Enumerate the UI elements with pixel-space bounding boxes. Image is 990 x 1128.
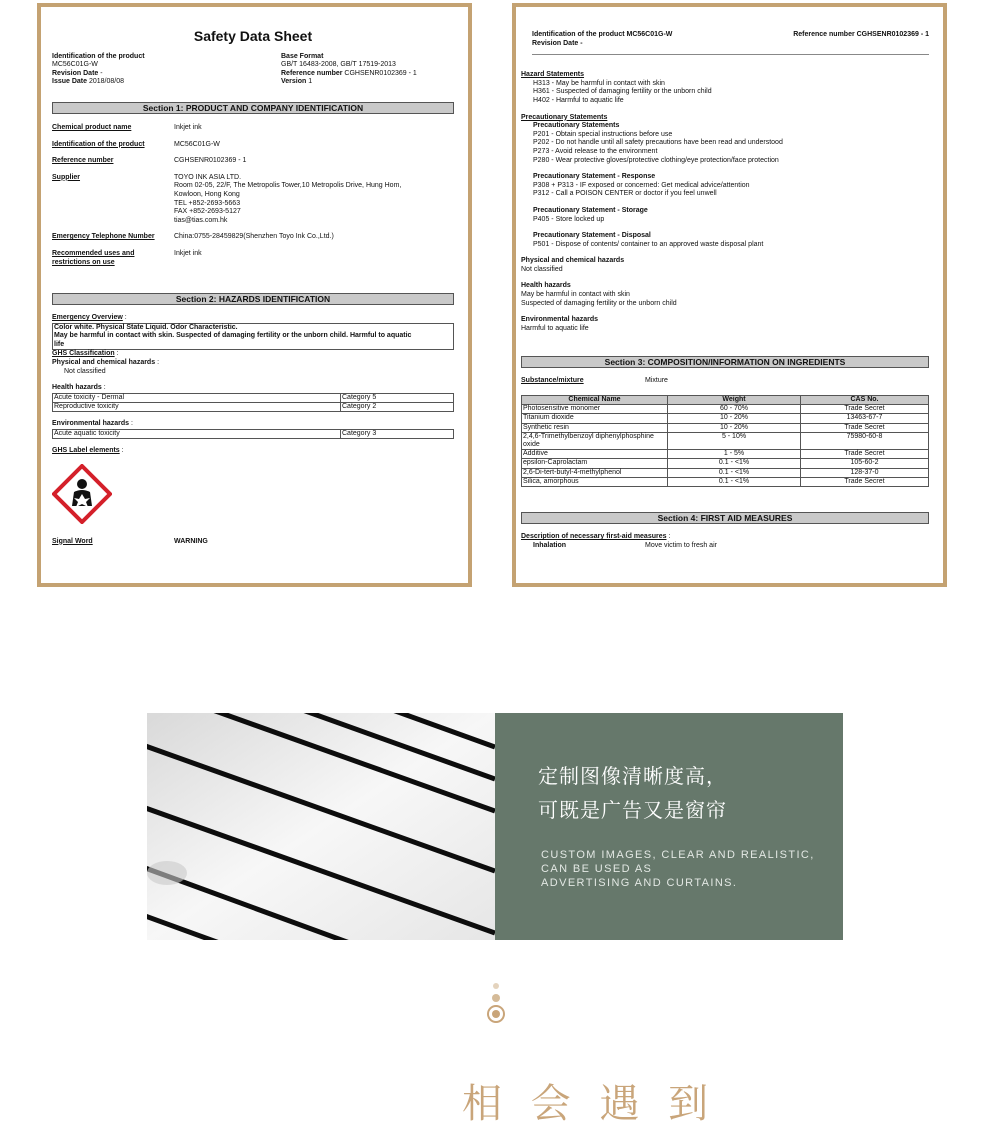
table-row: [522, 405, 929, 414]
banner-cn-line-1: 定制图像清晰度高，: [538, 764, 727, 788]
table-row: [522, 468, 929, 477]
supplier-line: FAX +852-2693-5127: [174, 208, 241, 216]
banner-en-line-3: ADVERTISING AND CURTAINS.: [541, 877, 738, 889]
col-weight: Weight: [668, 396, 801, 405]
table-cell: Category 5: [341, 393, 454, 402]
table-cell: 2,4,6-Trimethylbenzoyl diphenylphosphine oxide: [522, 432, 668, 449]
section-2-bar: Section 2: HAZARDS IDENTIFICATION: [52, 293, 454, 305]
hazard-line: H402 - Harmful to aquatic life: [533, 96, 624, 104]
header-version-value: 1: [308, 78, 313, 86]
banner-en-line-2: CAN BE USED AS: [541, 863, 653, 875]
section-4-bar: Section 4: FIRST AID MEASURES: [521, 512, 929, 524]
precautionary-block: [521, 122, 929, 249]
table-cell: Trade Secret: [801, 477, 929, 486]
hazard-statements: [521, 80, 929, 106]
substance-row: [521, 377, 929, 386]
emergency-label: Emergency Telephone Number: [52, 233, 155, 241]
table-cell: 10 - 20%: [668, 414, 801, 423]
section-3-bar: Section 3: COMPOSITION/INFORMATION ON INGREDIENTS: [521, 356, 929, 368]
banner-text-panel: [495, 713, 843, 940]
table-cell: 0.1 - <1%: [668, 459, 801, 468]
recommended-label-line: restrictions on use: [52, 258, 115, 266]
colon: :: [157, 359, 160, 367]
table-cell: Trade Secret: [801, 423, 929, 432]
health-title: Health hazards: [521, 282, 571, 290]
ghs-classification-label: GHS Classification: [52, 350, 115, 358]
recommended-value: Inkjet ink: [174, 249, 202, 257]
section-heading: 相 会 遇 到: [462, 1081, 717, 1127]
env-title: Environmental hazards: [521, 316, 599, 324]
s1-row-reference: [52, 157, 454, 166]
sds-page-2: [512, 3, 947, 587]
table-row: [53, 403, 454, 412]
page2-header-ref: Reference number CGHSENR0102369 - 1: [793, 31, 929, 38]
feature-banner: [147, 713, 843, 940]
health-hazards-label: Health hazards: [52, 384, 102, 392]
supplier-line: Kowloon, Hong Kong: [174, 190, 240, 198]
colon: :: [124, 314, 127, 322]
table-row: [522, 414, 929, 423]
s1-key: Identification of the product: [52, 140, 145, 148]
table-cell: 60 - 70%: [668, 405, 801, 414]
header-id-label: Identification of the product: [52, 52, 145, 60]
substance-value: Mixture: [645, 377, 668, 385]
table-cell: Trade Secret: [801, 450, 929, 459]
supplier-line: Room 02-05, 22/F, The Metropolis Tower,10 Metropolis Drive, Hung Hom,: [174, 182, 402, 190]
table-cell: 0.1 - <1%: [668, 477, 801, 486]
table-cell: 13463-67-7: [801, 414, 929, 423]
table-row: [53, 429, 454, 438]
s1-value: CGHSENR0102369 - 1: [174, 157, 247, 165]
env-hazards-label: Environmental hazards: [52, 420, 130, 428]
hazard-line: H361 - Suspected of damaging fertility or the unborn child: [533, 88, 712, 96]
header-ref-value: CGHSENR0102369 - 1: [344, 69, 417, 77]
env-hazards-table: [52, 429, 454, 439]
precautionary-subtitle: Precautionary Statements: [533, 122, 620, 130]
phys-hazards-label: Physical and chemical hazards: [52, 359, 156, 367]
header-revision-value: -: [100, 69, 103, 77]
table-row: [53, 393, 454, 402]
composition-table: [521, 395, 929, 487]
colon: :: [103, 384, 106, 392]
health-hazards-table: [52, 393, 454, 412]
signal-word-label: Signal Word: [52, 537, 93, 545]
health-line: Suspected of damaging fertility or the unborn child: [521, 299, 677, 307]
precaution-line: P280 - Wear protective gloves/protective clothing/eye protection/face protection: [533, 156, 779, 164]
supplier-line: TEL +852-2693-5663: [174, 199, 241, 207]
s1-row-identification: [52, 141, 454, 150]
table-cell: Acute aquatic toxicity: [53, 429, 341, 438]
table-header-row: [522, 396, 929, 405]
substance-label: Substance/mixture: [521, 377, 584, 385]
table-cell: 128-37-0: [801, 468, 929, 477]
overview-line: May be harmful in contact with skin. Suspected of damaging fertility or the unborn child. Harmful to aquatic: [54, 332, 412, 340]
recommended-label: [52, 250, 174, 267]
ghs-label-elements: GHS Label elements: [52, 447, 120, 455]
table-cell: epsilon-Caprolactam: [522, 459, 668, 468]
page2-header-rev: Revision Date -: [532, 39, 583, 47]
table-cell: Titanium dioxide: [522, 414, 668, 423]
colon: :: [116, 350, 119, 358]
s1-row-chemical-name: [52, 124, 454, 133]
precautionary-title: Precautionary Statements: [521, 113, 608, 121]
table-cell: Additive: [522, 450, 668, 459]
inhalation-row: [521, 542, 929, 551]
s1-row-emergency: [52, 233, 454, 242]
table-cell: Synthetic resin: [522, 423, 668, 432]
table-cell: 10 - 20%: [668, 423, 801, 432]
recommended-label-line: Recommended uses and: [52, 249, 135, 257]
header-issue-value: 2018/08/08: [88, 78, 125, 86]
signal-word-value: WARNING: [174, 537, 208, 545]
page2-header-id: Identification of the product MC56C01G-W: [532, 31, 673, 38]
s1-key: Chemical product name: [52, 123, 132, 131]
supplier-line: TOYO INK ASIA LTD.: [174, 173, 242, 181]
s1-value: Inkjet ink: [174, 123, 202, 131]
s1-value: MC56C01G-W: [174, 140, 220, 148]
table-cell: Category 3: [341, 429, 454, 438]
colon: :: [121, 447, 124, 455]
s1-row-recommended: [52, 250, 454, 267]
table-cell: 5 - 10%: [668, 432, 801, 449]
table-cell: Acute toxicity - Dermal: [53, 393, 341, 402]
emergency-value: China:0755-28459829(Shenzhen Toyo Ink Co.,Ltd.): [174, 233, 334, 241]
ghs-health-hazard-icon: [52, 464, 112, 524]
page2-header: [521, 31, 929, 48]
overview-line: Color white. Physical State Liquid. Odor Characteristic.: [54, 323, 238, 331]
table-cell: 0.1 - <1%: [668, 468, 801, 477]
supplier-line: tias@tias.com.hk: [174, 216, 228, 224]
blinds-photo: [147, 713, 495, 940]
precaution-line: P202 - Do not handle until all safety precautions have been read and understood: [533, 139, 783, 147]
table-cell: 75980-60-8: [801, 432, 929, 449]
response-line: P312 - Call a POISON CENTER or doctor if you feel unwell: [533, 190, 717, 198]
section-1-bar: Section 1: PRODUCT AND COMPANY IDENTIFICATION: [52, 102, 454, 114]
sds-header: [52, 53, 454, 87]
env-value: Harmful to aquatic life: [521, 324, 589, 332]
table-cell: Reproductive toxicity: [53, 403, 341, 412]
inhalation-label: Inhalation: [533, 541, 567, 549]
table-cell: Photosensitive monomer: [522, 405, 668, 414]
colon: :: [130, 420, 133, 428]
precaution-line: P273 - Avoid release to the environment: [533, 147, 658, 155]
header-ref-label: Reference number: [281, 69, 343, 77]
emergency-overview-box: [52, 323, 454, 351]
response-line: P308 + P313 - IF exposed or concerned: Get medical advice/attention: [533, 181, 750, 189]
table-cell: Silica, amorphous: [522, 477, 668, 486]
table-cell: 1 - 5%: [668, 450, 801, 459]
header-revision-label: Revision Date: [52, 69, 99, 77]
col-cas-no: CAS No.: [801, 396, 929, 405]
table-row: [522, 450, 929, 459]
disposal-title: Precautionary Statement - Disposal: [533, 232, 651, 240]
supplier-address: [174, 174, 454, 226]
table-row: [522, 432, 929, 449]
hazard-statements-title: Hazard Statements: [521, 71, 585, 79]
hazard-line: H313 - May be harmful in contact with skin: [533, 79, 665, 87]
s1-row-supplier: [52, 174, 454, 226]
disposal-line: P501 - Dispose of contents/ container to an approved waste disposal plant: [533, 240, 764, 248]
s1-key: Reference number: [52, 157, 114, 165]
first-aid-label: Description of necessary first-aid measures: [521, 533, 667, 541]
table-cell: Category 2: [341, 403, 454, 412]
banner-en-line-1: CUSTOM IMAGES, CLEAR AND REALISTIC,: [541, 849, 815, 861]
table-row: [522, 477, 929, 486]
table-row: [522, 423, 929, 432]
table-cell: 105-60-2: [801, 459, 929, 468]
storage-line: P405 - Store locked up: [533, 215, 605, 223]
overview-line: life: [54, 340, 65, 348]
phys-hazards-value: Not classified: [64, 367, 106, 375]
response-title: Precautionary Statement - Response: [533, 173, 656, 181]
header-version-label: Version: [281, 78, 307, 86]
header-base-value: GB/T 16483-2008, GB/T 17519-2013: [281, 61, 396, 69]
sds-title: Safety Data Sheet: [193, 28, 313, 44]
health-line: May be harmful in contact with skin: [521, 291, 630, 299]
supplier-label: Supplier: [52, 173, 81, 181]
signal-word-row: [52, 538, 454, 547]
table-cell: Trade Secret: [801, 405, 929, 414]
storage-title: Precautionary Statement - Storage: [533, 206, 648, 214]
phys-value: Not classified: [521, 265, 563, 273]
inhalation-value: Move victim to fresh air: [645, 541, 717, 549]
header-base-label: Base Format: [281, 52, 324, 60]
header-issue-label: Issue Date: [52, 78, 88, 86]
colon: :: [668, 533, 671, 541]
phys-title: Physical and chemical hazards: [521, 257, 625, 265]
emergency-overview-label: Emergency Overview: [52, 314, 123, 322]
table-row: [522, 459, 929, 468]
table-cell: 2,6-Di-tert-butyl-4-methylphenol: [522, 468, 668, 477]
col-chemical-name: Chemical Name: [522, 396, 668, 405]
header-id-value: MC56C01G-W: [52, 61, 98, 69]
sds-page-1: [37, 3, 472, 587]
precaution-line: P201 - Obtain special instructions before use: [533, 130, 673, 138]
banner-cn-line-2: 可既是广告又是窗帘: [538, 798, 727, 822]
